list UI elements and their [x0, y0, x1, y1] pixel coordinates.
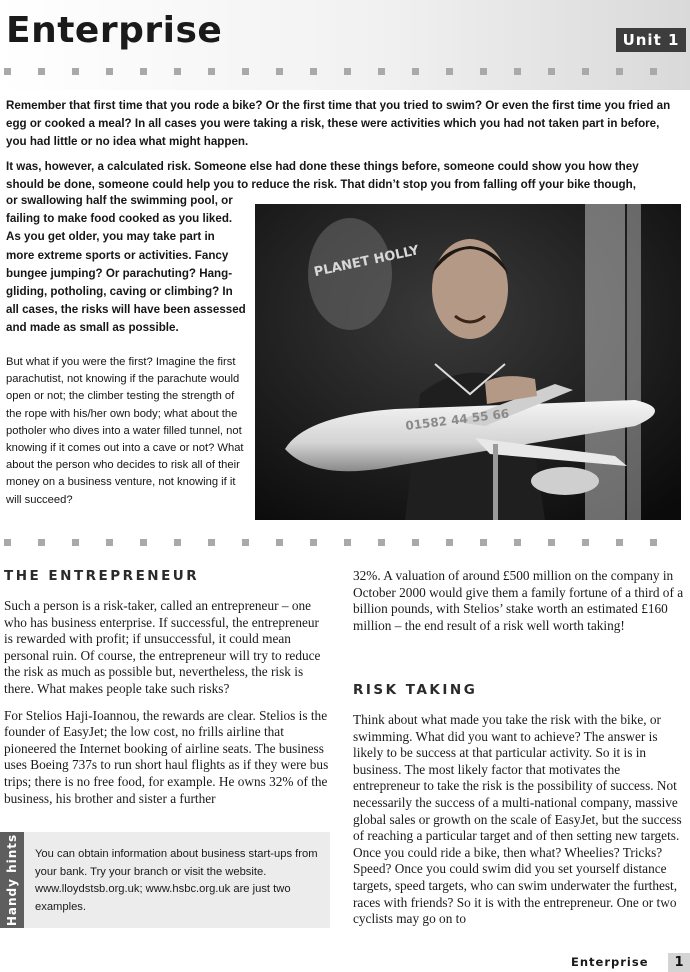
entrepreneur-paragraph-1: Such a person is a risk-taker, called an entrepreneur – one who has business enterprise. If successful, the entrepreneur is rewarded with profit; if unsuccessful, it could mean personal ruin. Of course, the entrepreneur will try to reduce the risk as much as possible but, nevertheless, the risk is there. What makes people take such risks?	[4, 598, 321, 696]
unit-badge: Unit 1	[616, 28, 686, 52]
intro-paragraph-3: But what if you were the first? Imagine the first parachutist, not knowing if the parachute would open or not; the climber testing the strength of the rope with his/her own body; what about the potholer who dives into a water filled tunnel, not knowing if it comes out into a cave or not? What about the person who decides to risk all of their money on a business venture, not knowing if it will succeed?	[6, 356, 244, 506]
handy-hints-text: You can obtain information about business start-ups from your bank. Try your branch or visit the website. www.lloydstsb.org.uk; www.hsbc.org.uk are just two examples.	[35, 848, 318, 913]
page-title: Enterprise	[6, 10, 223, 51]
photo-entrepreneur-with-model-plane	[255, 204, 681, 520]
entrepreneur-paragraph-2: For Stelios Haji-Ioannou, the rewards are clear. Stelios is the founder of EasyJet; the low cost, no frills airline that pioneered the Internet booking of airline seats. The business uses Boeing 737s to run short haul flights as if they were bus trips; there is no free food, for example. He owns 32% of the business, his brother and sister a further	[4, 707, 329, 806]
footer-section-label: Enterprise	[571, 955, 649, 969]
photo-illustration	[255, 204, 681, 520]
sign-text: PLANET HOLLY	[312, 243, 421, 281]
footer-page-number: 1	[668, 953, 690, 972]
handy-hints-label-text: Handy hints	[5, 833, 19, 927]
plane-phone-number: 01582 44 55 66	[404, 406, 510, 434]
handy-hints-label	[0, 832, 24, 928]
intro-paragraph-2-column: or swallowing half the swimming pool, or failing to make food cooked as you liked. As you get older, you may take part in more extreme sports or activities. Fancy bungee jumping? Or parachuting? Hang-gliding, potholing, caving or climbing? In all cases, the risks will have been assessed and made as small as possible.	[6, 194, 246, 335]
intro-paragraph-2-top: It was, however, a calculated risk. Someone else had done these things before, someone could show you how they should be done, someone could help you to reduce the risk. That didn’t stop you from falling off your bike though,	[6, 160, 639, 191]
dotted-divider-middle	[0, 539, 690, 547]
heading-the-entrepreneur: THE ENTREPRENEUR	[4, 568, 200, 584]
intro-paragraph-1: Remember that first time that you rode a bike? Or the first time that you tried to swim? Or even the first time you fried an egg or cooked a meal? In all cases you were taking a risk, these were activities which you had not taken part in before, you had little or no idea what might happen.	[6, 99, 671, 148]
heading-risk-taking: RISK TAKING	[353, 682, 478, 698]
entrepreneur-continued: 32%. A valuation of around £500 million on the company in October 2000 would give them a family fortune of a third of a billion pounds, with Stelios’ stake worth an estimated £160 million – the end result of a risk well worth taking!	[353, 568, 684, 633]
handy-hints-box	[0, 832, 330, 928]
risk-taking-paragraph: Think about what made you take the risk with the bike, or swimming. What did you want to achieve? The answer is likely to be success at that particular activity. So it is in business. The most likely factor that motivates the entrepreneur to take the risk is the possibility of success. Not necessarily the success of a multi-national company, massive global sales or growth on the scale of EasyJet, but the success of reaching a particular target and of then setting new targets. Once you could ride a bike, then what? Wheelies? Tricks? Speed? Once you could swim did you set yourself distance targets, speed targets, who can swim underwater the furthest, races with friends? So it is with the entrepreneur. One or two cyclists may go on to	[353, 712, 682, 927]
entrepreneur-column-left	[4, 598, 330, 807]
dotted-divider-top	[0, 68, 690, 76]
